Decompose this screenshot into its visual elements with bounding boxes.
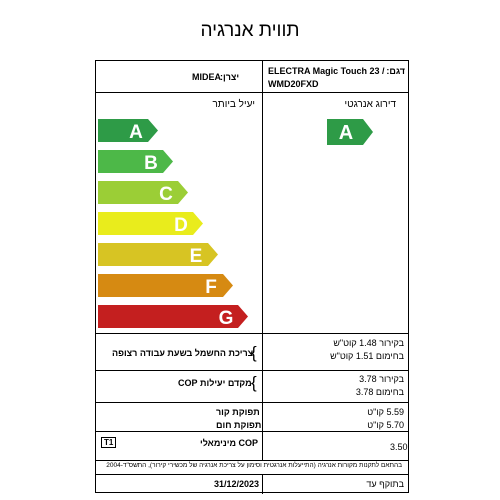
energy-class-letter: F <box>205 277 217 298</box>
regulation-footnote: בהתאם לתקנות מקורות אנרגיה (התייעלות אנרגטית וסימון על צריכת אנרגיה של מכשירי קירור), התשס"ד-2004 <box>106 462 402 469</box>
divider <box>262 333 263 460</box>
cop-label: מקדם יעילות COP <box>178 378 252 388</box>
divider <box>96 92 408 93</box>
energy-class-b-arrow <box>98 150 174 173</box>
divider <box>96 460 408 461</box>
consumption-heating: בחימום 1.51 קוט"ש <box>330 351 404 361</box>
energy-class-letter: G <box>218 308 234 329</box>
brace: { <box>251 373 257 392</box>
heating-output-value: 5.70 קו"ט <box>367 420 404 430</box>
heating-output-label: תפוקת חום <box>216 420 262 430</box>
page-title: תווית אנרגיה <box>200 20 300 41</box>
model-label: דגם: <box>386 66 405 76</box>
energy-label-frame <box>95 60 409 493</box>
model-value-line2: WMD20FXD <box>268 79 319 89</box>
cop-cooling: בקירור 3.78 <box>359 374 404 384</box>
energy-class-letter: B <box>144 153 158 174</box>
divider <box>96 370 408 371</box>
consumption-cooling: בקירור 1.48 קוט"ש <box>333 338 404 348</box>
model-value: ELECTRA Magic Touch 23 / <box>268 66 385 76</box>
divider <box>262 474 263 494</box>
divider <box>96 402 408 403</box>
validity-date: 31/12/2023 <box>214 479 260 489</box>
divider <box>262 92 263 333</box>
min-cop-label: COP מינימאלי <box>200 438 259 448</box>
energy-rating-arrow <box>327 119 374 142</box>
cooling-output-label: תפוקת קור <box>216 407 260 417</box>
energy-class-letter: E <box>189 246 203 267</box>
energy-class-d-arrow <box>98 212 204 235</box>
validity-label: בתוקף עד <box>366 479 404 489</box>
manufacturer-value: MIDEA <box>192 72 221 82</box>
energy-class-letter: D <box>174 215 188 236</box>
divider <box>96 333 408 334</box>
energy-class-e-arrow <box>98 243 219 266</box>
energy-class-g-arrow <box>98 305 249 328</box>
divider <box>96 431 408 432</box>
energy-class-letter: C <box>159 184 173 205</box>
cop-heating: בחימום 3.78 <box>355 387 404 397</box>
rating-label: דירוג אנרגטי <box>344 99 396 110</box>
t1-badge: T1 <box>101 437 116 448</box>
divider <box>96 474 408 475</box>
manufacturer-label: יצרן: <box>220 72 240 82</box>
scale-top-label: יעיל ביותר <box>212 99 255 110</box>
energy-class-a-arrow <box>98 119 159 142</box>
energy-class-f-arrow <box>98 274 234 297</box>
energy-rating-value: A <box>338 122 354 144</box>
cooling-output-value: 5.59 קו"ט <box>367 407 404 417</box>
energy-class-c-arrow <box>98 181 189 204</box>
brace: { <box>251 343 257 362</box>
consumption-label: צריכת החשמל בשעת עבודה רצופה <box>112 348 254 358</box>
min-cop-value: 3.50 <box>390 442 408 452</box>
energy-class-letter: A <box>129 122 143 142</box>
divider <box>262 61 263 92</box>
